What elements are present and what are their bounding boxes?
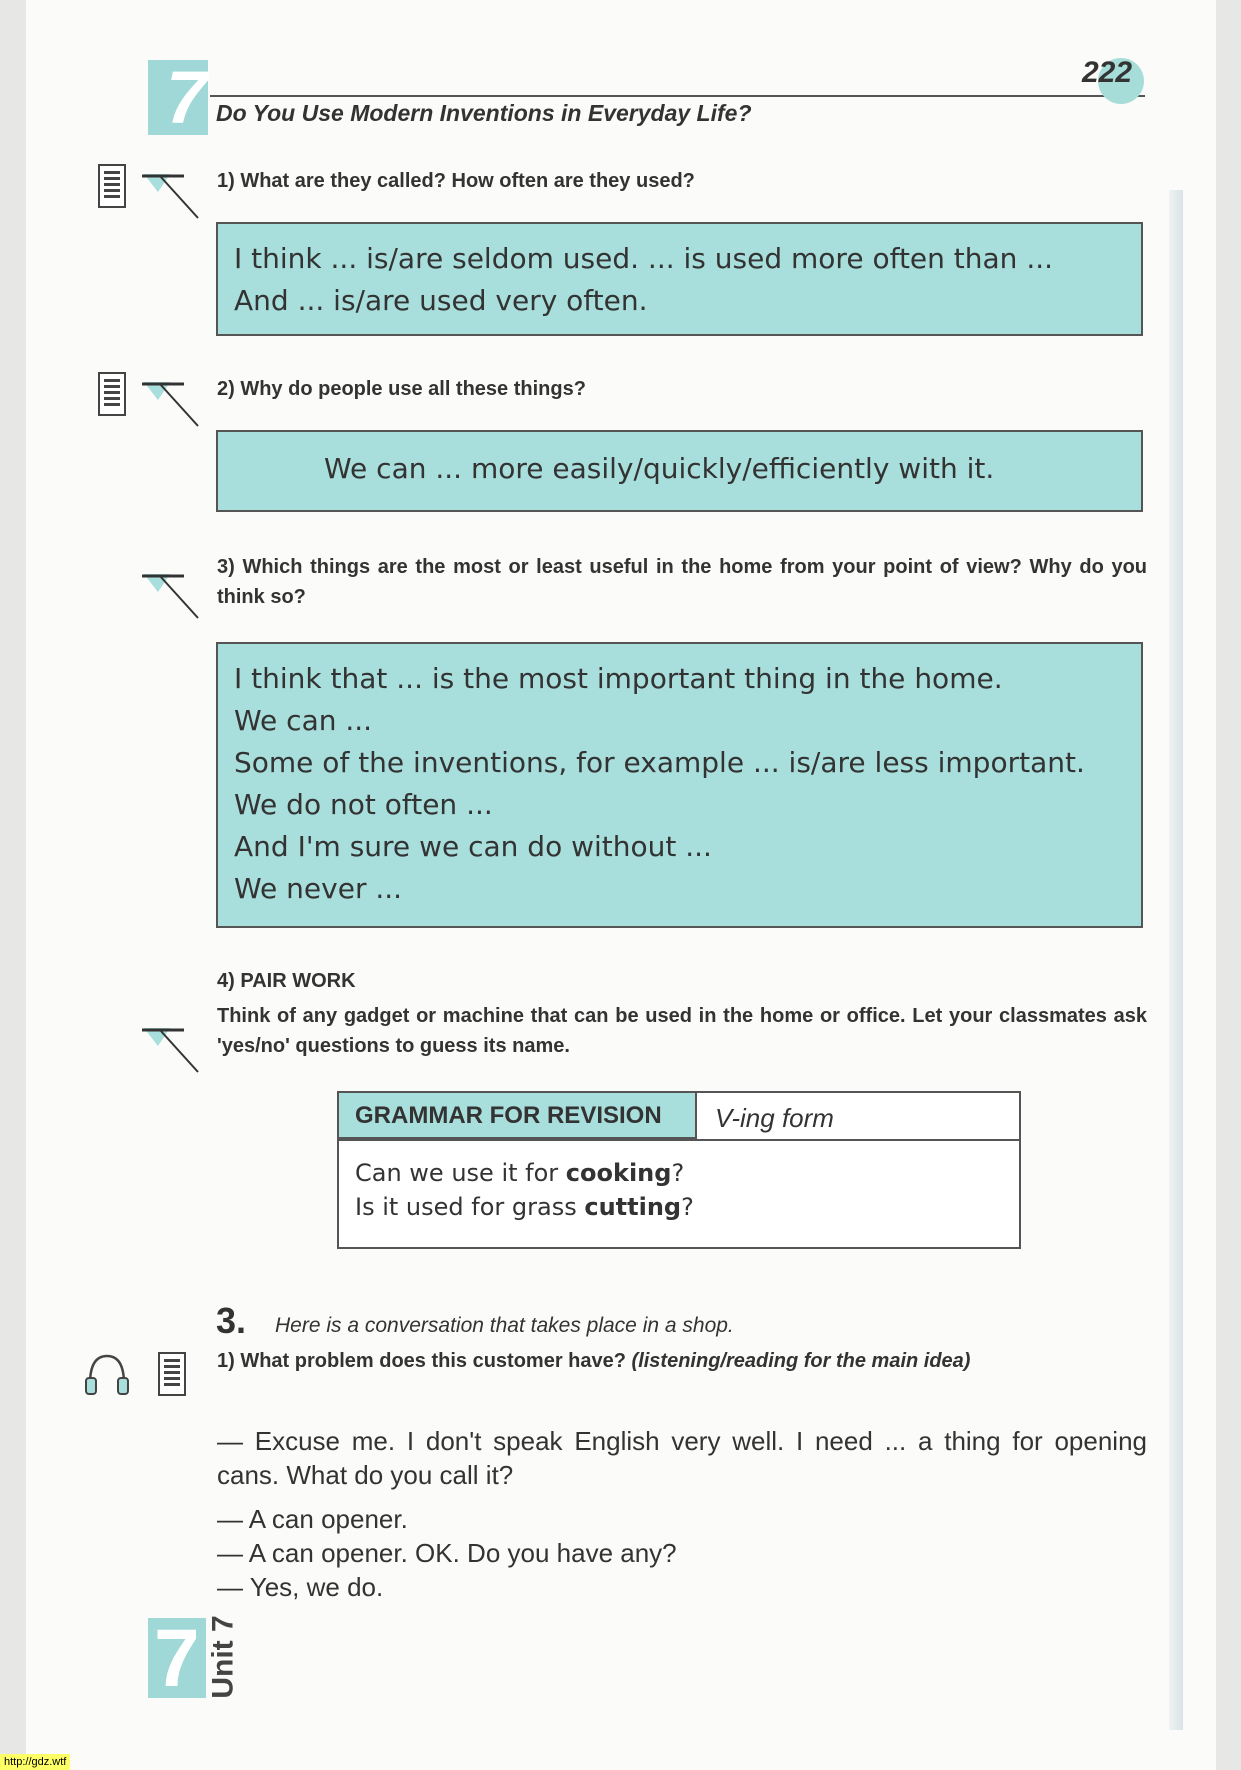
writing-pen-icon <box>140 166 200 220</box>
task-1-question: 1) What are they called? How often are they used? <box>217 170 695 192</box>
phrase-line: And ... is/are used very often. <box>234 284 648 317</box>
dialogue-line: — A can opener. <box>217 1504 408 1534</box>
page-edge-shadow <box>1169 190 1183 1730</box>
unit-number: 7 <box>154 1613 200 1704</box>
writing-pen-icon <box>140 1020 200 1074</box>
grammar-divider <box>339 1139 1019 1141</box>
phrase-line: Some of the inventions, for example ... is/are less important. <box>234 746 1085 779</box>
watermark-link[interactable]: http://gdz.wtf <box>0 1754 70 1770</box>
section-intro: Here is a conversation that takes place in a shop. <box>275 1314 734 1337</box>
grammar-heading: GRAMMAR FOR REVISION <box>355 1102 662 1129</box>
phrase-line: I think ... is/are seldom used. ... is used more often than ... <box>234 242 1054 275</box>
pair-work-heading: 4) PAIR WORK <box>217 970 356 992</box>
phrase-line: We can ... <box>234 704 373 737</box>
reading-book-icon <box>158 1352 186 1396</box>
grammar-heading-cell <box>339 1093 697 1139</box>
section3-question: 1) What problem does this customer have? (listening/reading for the main idea) <box>217 1350 971 1372</box>
task-3-question: 3) Which things are the most or least useful in the home from your point of view? Why do you think so? <box>217 556 1147 608</box>
section-number: 3. <box>216 1300 247 1341</box>
phrase-line: We never ... <box>234 872 403 905</box>
unit-number-tab <box>148 56 208 139</box>
reading-book-icon <box>98 164 126 208</box>
phrase-line: We do not often ... <box>234 788 493 821</box>
grammar-example: Can we use it for cooking? <box>355 1159 685 1187</box>
unit-tab-bottom <box>148 1613 206 1704</box>
reading-book-icon <box>98 372 126 416</box>
writing-pen-icon <box>140 566 200 620</box>
pair-work-instruction: Think of any gadget or machine that can be used in the home or office. Let your classmates ask 'yes/no' questions to guess its name. <box>217 1005 1147 1057</box>
dialogue-line: — Excuse me. I don't speak English very well. I need ... a thing for opening cans. What do you call it? <box>217 1426 1147 1490</box>
task-3-phrase-box <box>216 642 1143 928</box>
dialogue-line: — Yes, we do. <box>217 1572 384 1602</box>
task-1-phrase-box <box>216 222 1143 336</box>
writing-pen-icon <box>140 374 200 428</box>
unit-label: Unit 7 <box>206 1615 240 1699</box>
phrase-line: And I'm sure we can do without ... <box>234 830 712 863</box>
page-title: Do You Use Modern Inventions in Everyday Life? <box>216 100 752 126</box>
headphones-icon <box>84 1350 130 1398</box>
phrase-line: We can ... more easily/quickly/efficiently with it. <box>324 452 995 485</box>
header-rule <box>210 95 1145 97</box>
grammar-revision-box <box>337 1091 1021 1249</box>
task-2-question: 2) Why do people use all these things? <box>217 378 586 400</box>
page-number: 222 <box>1082 56 1133 89</box>
dialogue-line: — A can opener. OK. Do you have any? <box>217 1538 677 1568</box>
task-2-phrase-box <box>216 430 1143 512</box>
unit-label-box <box>206 1615 240 1699</box>
phrase-line: I think that ... is the most important thing in the home. <box>234 662 1003 695</box>
grammar-example: Is it used for grass cutting? <box>355 1193 694 1221</box>
unit-number: 7 <box>166 56 208 139</box>
grammar-form: V-ing form <box>715 1103 834 1133</box>
